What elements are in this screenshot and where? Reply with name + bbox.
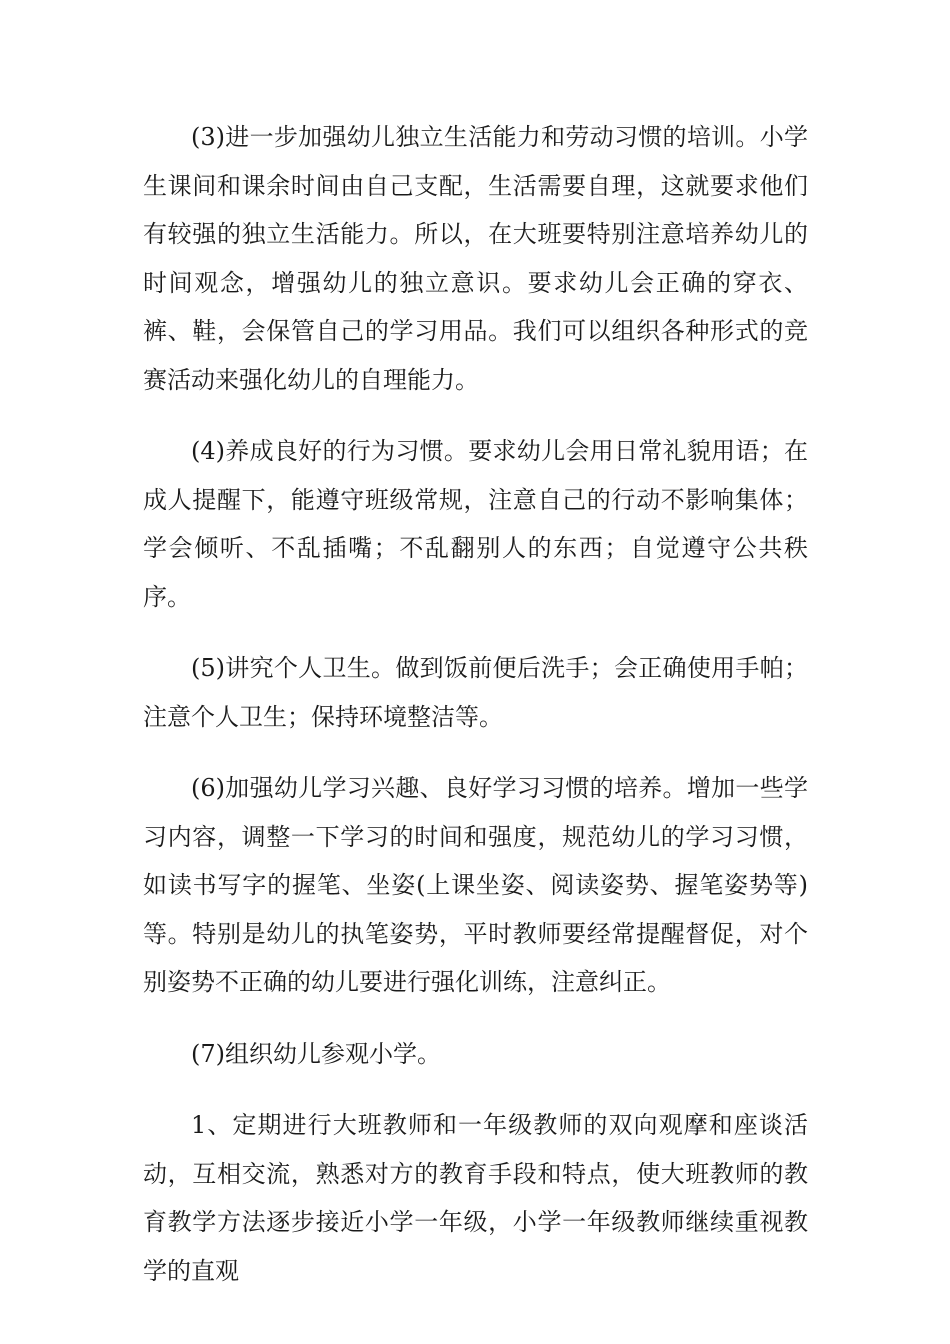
paragraph-item-4: (4)养成良好的行为习惯。要求幼儿会用日常礼貌用语；在成人提醒下，能遵守班级常规，注意自己的行动不影响集体；学会倾听、不乱插嘴；不乱翻别人的东西；自觉遵守公共秩序。: [143, 437, 808, 611]
paragraph-item-1: 1、定期进行大班教师和一年级教师的双向观摩和座谈活动，互相交流，熟悉对方的教育手段和特点，使大班教师的教育教学方法逐步接近小学一年级，小学一年级教师继续重视教学的直观: [143, 1111, 808, 1285]
paragraph-item-5: (5)讲究个人卫生。做到饭前便后洗手；会正确使用手帕；注意个人卫生；保持环境整洁等。: [143, 654, 808, 731]
paragraph-item-7: (7)组织幼儿参观小学。: [191, 1039, 441, 1068]
paragraph-item-3: (3)进一步加强幼儿独立生活能力和劳动习惯的培训。小学生课间和课余时间由自己支配，生活需要自理，这就要求他们有较强的独立生活能力。所以，在大班要特别注意培养幼儿的时间观念，增强幼儿的独立意识。要求幼儿会正确的穿衣、裤、鞋，会保管自己的学习用品。我们可以组织各种形式的竞赛活动来强化幼儿的自理能力。: [143, 123, 808, 394]
paragraph-item-6: (6)加强幼儿学习兴趣、良好学习习惯的培养。增加一些学习内容，调整一下学习的时间和强度，规范幼儿的学习习惯，如读书写字的握笔、坐姿(上课坐姿、阅读姿势、握笔姿势等)等。特别是幼儿的执笔姿势，平时教师要经常提醒督促，对个别姿势不正确的幼儿要进行强化训练，注意纠正。: [143, 774, 808, 996]
document-body: [143, 113, 808, 1295]
